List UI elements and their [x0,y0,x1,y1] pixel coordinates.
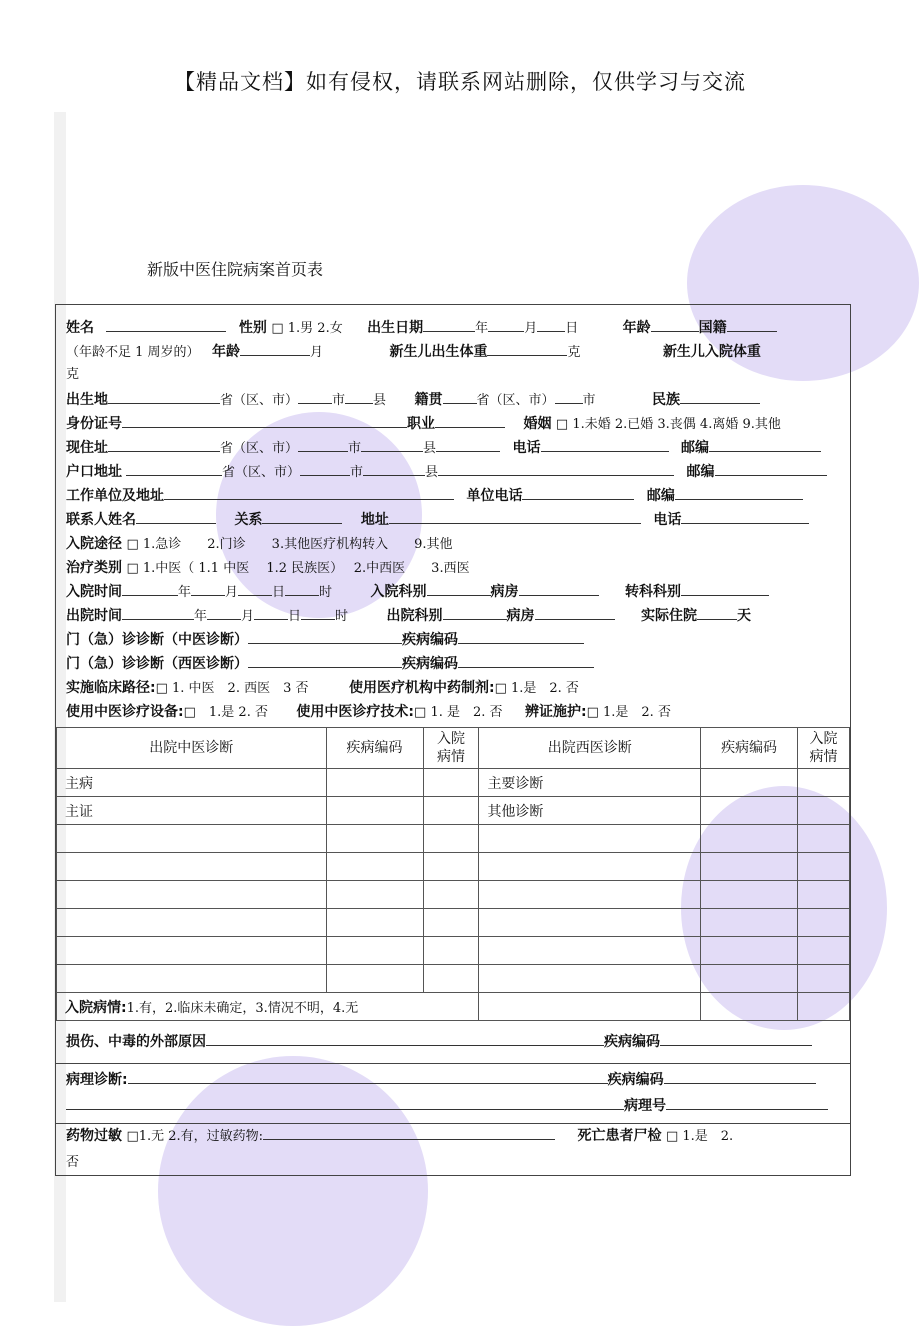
table-cell[interactable] [701,965,798,993]
injury-cause-field[interactable] [206,1031,604,1046]
label-discharge-time: 出院时间 [66,608,122,624]
header-admission-status: 入院 病情 [798,728,850,769]
table-cell[interactable] [326,797,423,825]
label-tcm-technique: 使用中医诊疗技术: [296,704,415,720]
row-infant-cont [66,363,844,385]
record-form [55,304,851,1176]
row-wm-outpatient [66,653,844,675]
label-pathology-diagnosis: 病理诊断: [66,1072,128,1088]
wm-outpatient-code-field[interactable] [458,653,594,668]
clinical-pathway-options[interactable]: □ 1. 中医 2. 西医 3 否 [155,681,309,696]
contact-name-field[interactable] [136,509,216,524]
header-disease-code: 疾病编码 [701,728,798,769]
tcm-technique-options[interactable]: □ 1. 是 2. 否 [414,705,503,720]
drug-allergy-options[interactable]: □1.无 2.有，过敏药物: [126,1129,264,1144]
label-actual-stay: 实际住院 [640,608,697,624]
label-contact-address: 地址 [360,512,389,528]
label-zip: 邮编 [680,440,709,456]
zip-field[interactable] [709,437,821,452]
label-occupation: 职业 [407,416,435,432]
table-cell[interactable] [479,825,701,853]
discharge-ward-field[interactable] [535,605,615,620]
table-row [57,797,850,825]
household-street-field[interactable] [438,461,674,476]
row-contact [66,509,844,531]
unit-year: 年 [178,585,192,600]
label-disease-code: 疾病编码 [604,1034,660,1050]
table-cell[interactable] [479,937,701,965]
row-admission-time [66,581,844,603]
contact-address-field[interactable] [389,509,641,524]
label-nationality: 国籍 [698,320,727,336]
admission-dept-field[interactable] [427,581,491,596]
note-text: 1.有，2.临床未确定，3.情况不明，4.无 [126,1000,359,1016]
discharge-day-field[interactable] [254,605,288,620]
label-contact-phone: 电话 [653,512,682,528]
table-cell[interactable] [798,797,850,825]
table-cell[interactable] [798,825,850,853]
table-cell[interactable] [798,853,850,881]
tcm-outpatient-code-field[interactable] [466,629,584,644]
label-disease-code: 疾病编码 [402,632,458,648]
row-label-main-disease: 主病 [57,769,327,797]
table-cell[interactable] [798,769,850,797]
table-cell[interactable] [798,881,850,909]
table-cell[interactable] [479,909,701,937]
table-cell[interactable] [423,881,479,909]
unit-month: 月 [524,321,538,336]
table-cell[interactable] [479,881,701,909]
birthplace-city-field[interactable] [298,389,332,404]
household-city-field[interactable] [300,461,350,476]
table-cell[interactable] [701,853,798,881]
unit-month: 月 [241,609,255,624]
page-title: 新版中医住院病案首页表 [147,260,324,279]
table-row [57,881,850,909]
unit-hour: 时 [319,585,333,600]
label-name: 姓名 [66,320,94,336]
row-tcm-outpatient [66,629,844,651]
admission-status-note [57,993,479,1021]
label-drug-allergy: 药物过敏 [66,1128,122,1144]
note-label: 入院病情: [65,999,127,1016]
table-cell[interactable] [701,881,798,909]
label-disease-code: 疾病编码 [402,656,458,672]
native-province-field[interactable] [443,389,477,404]
newborn-birth-weight-field[interactable] [487,341,567,356]
label-zip: 邮编 [646,488,675,504]
admission-day-field[interactable] [238,581,272,596]
label-id-number: 身份证号 [66,416,122,432]
label-age: 年龄 [622,320,651,336]
row-pathology-no [66,1095,844,1117]
unit-province: 省（区、市） [220,441,299,456]
unit-province: 省（区、市） [476,393,555,408]
divider [56,1063,850,1064]
phone-field[interactable] [541,437,669,452]
table-row [57,909,850,937]
table-cell[interactable] [798,937,850,965]
unit-county: 县 [423,441,437,456]
table-cell[interactable] [479,993,701,1021]
table-cell[interactable] [423,797,479,825]
table-cell[interactable] [423,937,479,965]
row-household [66,461,844,483]
age-field[interactable] [651,317,699,332]
syndrome-nursing-options[interactable]: □ 1.是 2. 否 [586,705,671,720]
unit-year: 年 [475,321,489,336]
label-newborn-admission-weight: 新生儿入院体重 [662,344,761,360]
table-cell[interactable] [479,853,701,881]
table-cell[interactable] [701,797,798,825]
work-unit-field[interactable] [164,485,454,500]
unit-gram: 克 [567,345,581,360]
label-work-phone: 单位电话 [466,488,523,504]
name-field[interactable] [106,317,226,332]
label-tcm-equipment: 使用中医诊疗设备: [66,704,184,720]
row-discharge-time [66,605,844,627]
pathology-number-field[interactable] [666,1095,828,1110]
table-cell[interactable] [57,881,327,909]
table-cell[interactable] [423,853,479,881]
ethnicity-field[interactable] [680,389,760,404]
unit-day: 日 [288,609,302,624]
unit-hour: 时 [335,609,349,624]
unit-days: 天 [736,608,751,624]
label-contact-name: 联系人姓名 [66,512,136,528]
treatment-type-options[interactable]: □ 1.中医（ 1.1 中医 1.2 民族医） 2.中西医 3.西医 [126,561,470,576]
tcm-preparation-options[interactable]: □ 1.是 2. 否 [494,681,579,696]
label-birth-date: 出生日期 [367,320,424,336]
table-cell[interactable] [57,965,327,993]
current-street-field[interactable] [436,437,500,452]
table-row [57,769,850,797]
row-basic-info [66,317,844,339]
label-zip: 邮编 [686,464,715,480]
unit-month: 月 [225,585,239,600]
label-admission-dept: 入院科别 [370,584,427,600]
nationality-field[interactable] [727,317,777,332]
occupation-field[interactable] [435,413,505,428]
sex-options[interactable]: □ 1.男 2.女 [271,321,343,336]
label-infant-age: 年龄 [212,344,240,360]
unit-city: 市 [582,393,596,408]
admission-hour-field[interactable] [285,581,319,596]
admission-month-field[interactable] [191,581,225,596]
label-pathology-number: 病理号 [624,1098,666,1114]
relation-field[interactable] [262,509,342,524]
row-label-other-diagnosis: 其他诊断 [479,797,701,825]
header-wm-diagnosis: 出院西医诊断 [479,728,701,769]
table-cell[interactable] [423,909,479,937]
label-marriage: 婚姻 [523,416,552,432]
label-relation: 关系 [234,512,263,528]
row-pathology [66,1069,844,1091]
unit-gram: 克 [66,367,80,382]
row-birthplace [66,389,844,411]
table-cell[interactable] [326,909,423,937]
table-cell[interactable] [798,909,850,937]
table-row [57,853,850,881]
row-equipment [66,701,844,723]
unit-county: 县 [373,393,387,408]
autopsy-option-no[interactable]: 否 [66,1155,80,1170]
diagnosis-table [56,727,850,1021]
table-note-row [57,993,850,1021]
label-sex: 性别 [238,320,267,336]
row-label-main-syndrome: 主证 [57,797,327,825]
household-zip-field[interactable] [715,461,827,476]
tcm-outpatient-diagnosis-field[interactable] [248,629,402,644]
actual-stay-field[interactable] [697,605,737,620]
label-autopsy: 死亡患者尸检 [577,1128,662,1144]
table-cell[interactable] [326,853,423,881]
row-id [66,413,844,435]
birth-month-field[interactable] [488,317,524,332]
label-native-place: 籍贯 [414,392,443,408]
table-cell[interactable] [701,825,798,853]
discharge-hour-field[interactable] [301,605,335,620]
watermark-banner: 【精品文档】如有侵权，请联系网站删除，仅供学习与交流 [174,70,746,94]
row-pathway [66,677,844,699]
unit-province: 省（区、市） [220,393,299,408]
row-admission-route [66,533,844,555]
row-injury [66,1031,844,1053]
unit-county: 县 [425,465,439,480]
table-row [57,825,850,853]
unit-city: 市 [332,393,346,408]
birthplace-province-field[interactable] [108,389,220,404]
infant-note: （年龄不足 1 周岁的） [66,345,200,360]
unit-province: 省（区、市） [222,465,301,480]
unit-year: 年 [194,609,208,624]
header-tcm-diagnosis: 出院中医诊断 [57,728,327,769]
label-admission-time: 入院时间 [66,584,122,600]
row-work [66,485,844,507]
label-wm-outpatient-diagnosis: 门（急）诊诊断（西医诊断） [66,656,248,672]
table-cell[interactable] [701,769,798,797]
label-phone: 电话 [512,440,541,456]
birth-day-field[interactable] [537,317,565,332]
table-cell[interactable] [57,825,327,853]
label-disease-code: 疾病编码 [607,1072,664,1088]
transfer-dept-field[interactable] [681,581,769,596]
label-birthplace: 出生地 [66,392,108,408]
table-cell[interactable] [423,965,479,993]
work-phone-field[interactable] [522,485,634,500]
autopsy-options[interactable]: □ 1.是 2. [665,1129,734,1144]
table-cell[interactable] [701,993,798,1021]
table-cell[interactable] [326,937,423,965]
label-work-unit: 工作单位及地址 [66,488,164,504]
pathology-code-field[interactable] [664,1069,816,1084]
unit-day: 日 [565,321,579,336]
row-label-primary-diagnosis: 主要诊断 [479,769,701,797]
table-cell[interactable] [57,853,327,881]
table-cell[interactable] [798,965,850,993]
unit-city: 市 [348,441,362,456]
injury-code-field[interactable] [660,1031,812,1046]
table-cell[interactable] [326,965,423,993]
label-discharge-dept: 出院科别 [386,608,443,624]
label-household-address: 户口地址 [66,464,122,480]
table-cell[interactable] [57,937,327,965]
label-current-address: 现住址 [66,440,108,456]
divider [56,1123,850,1124]
label-treatment-type: 治疗类别 [66,560,122,576]
household-province-field[interactable] [126,461,222,476]
table-cell[interactable] [326,881,423,909]
discharge-dept-field[interactable] [443,605,507,620]
header-disease-code: 疾病编码 [326,728,423,769]
label-ethnicity: 民族 [651,392,680,408]
birthplace-county-field[interactable] [345,389,373,404]
label-newborn-birth-weight: 新生儿出生体重 [389,344,488,360]
label-admission-route: 入院途径 [66,536,122,552]
row-autopsy-cont [66,1151,844,1173]
birth-year-field[interactable] [423,317,475,332]
discharge-month-field[interactable] [207,605,241,620]
current-county-field[interactable] [361,437,423,452]
household-county-field[interactable] [363,461,425,476]
table-cell[interactable] [326,825,423,853]
row-infant [66,341,844,363]
label-tcm-preparation: 使用医疗机构中药制剂: [348,680,495,696]
table-cell[interactable] [479,965,701,993]
admission-ward-field[interactable] [519,581,599,596]
header-admission-status: 入院 病情 [423,728,479,769]
table-row [57,965,850,993]
admission-route-options[interactable]: □ 1.急诊 2.门诊 3.其他医疗机构转入 9.其他 [126,537,453,552]
label-injury-cause: 损伤、中毒的外部原因 [66,1034,206,1050]
label-ward: 病房 [506,608,535,624]
table-cell[interactable] [57,909,327,937]
allergy-drug-field[interactable] [263,1125,555,1140]
unit-day: 日 [272,585,286,600]
table-cell[interactable] [701,937,798,965]
current-province-field[interactable] [108,437,220,452]
tcm-equipment-options[interactable]: □ 1.是 2. 否 [183,705,268,720]
table-cell[interactable] [798,993,850,1021]
row-treatment-type [66,557,844,579]
id-number-field[interactable] [122,413,407,428]
work-zip-field[interactable] [675,485,803,500]
label-clinical-pathway: 实施临床路径: [66,680,156,696]
row-current-address [66,437,844,459]
table-cell[interactable] [423,825,479,853]
label-tcm-outpatient-diagnosis: 门（急）诊诊断（中医诊断） [66,632,248,648]
table-cell[interactable] [423,769,479,797]
table-cell[interactable] [326,769,423,797]
native-city-field[interactable] [555,389,583,404]
unit-month: 月 [310,345,324,360]
discharge-year-field[interactable] [122,605,194,620]
wm-outpatient-diagnosis-field[interactable] [248,653,402,668]
label-ward: 病房 [490,584,519,600]
current-city-field[interactable] [298,437,348,452]
pathology-extra-field[interactable] [66,1095,624,1110]
table-cell[interactable] [701,909,798,937]
label-syndrome-nursing: 辨证施护: [524,704,587,720]
admission-year-field[interactable] [122,581,178,596]
contact-phone-field[interactable] [681,509,809,524]
pathology-diagnosis-field[interactable] [128,1069,608,1084]
unit-city: 市 [350,465,364,480]
row-allergy [66,1125,844,1147]
infant-age-field[interactable] [240,341,310,356]
table-row [57,937,850,965]
label-transfer-dept: 转科科别 [624,584,681,600]
marriage-options[interactable]: □ 1.未婚 2.已婚 3.丧偶 4.离婚 9.其他 [555,417,781,432]
table-header-row [57,728,850,769]
